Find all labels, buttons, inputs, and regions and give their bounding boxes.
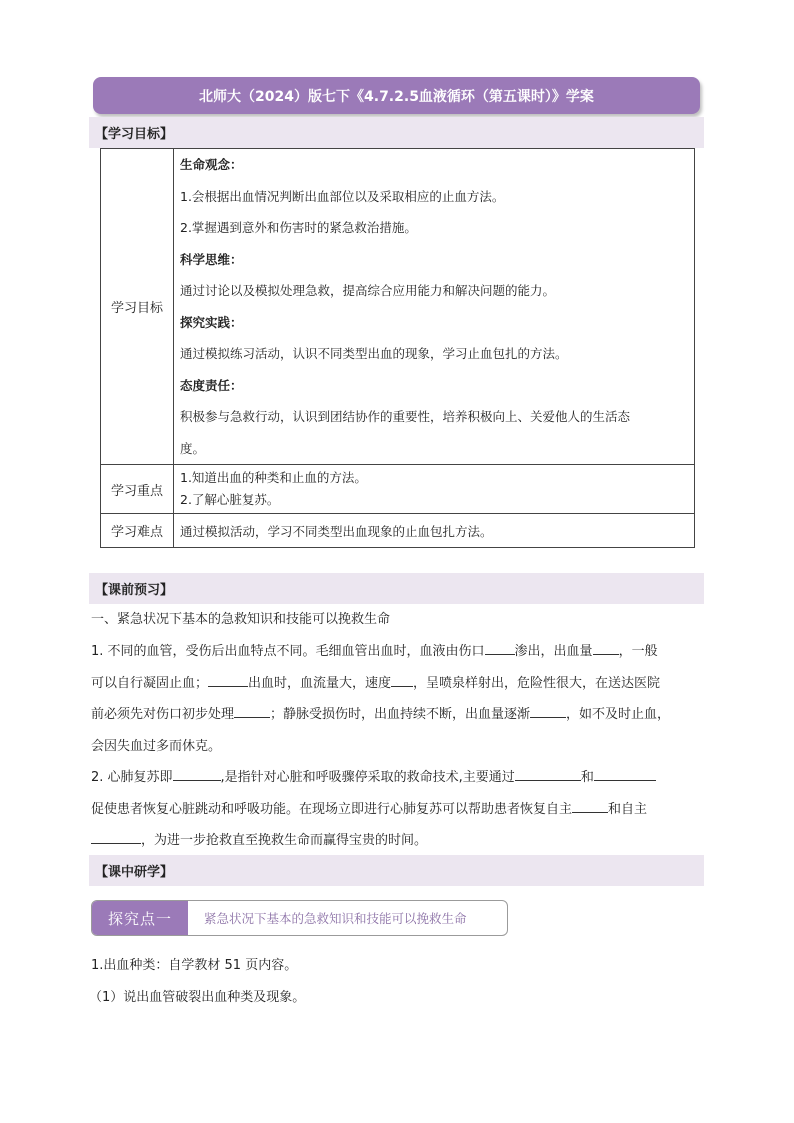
table-row — [101, 465, 695, 514]
preview-question-1: 1. 不同的血管，受伤后出血特点不同。毛细血管出血时，血液由伤口 渗出，出血量 ，一般 可以自行凝固止血； 出血时，血流量大，速度 ，呈喷泉样射出，危险性很大，在送达医院 前必须先对伤口初步处理 ；静脉受损伤时，出血持续不断，出血量逐渐 ，如不及时止血， 会因失血过多而休克。 — [91, 636, 706, 762]
key-point-line: 1.知道出血的种类和止血的方法。 — [180, 470, 367, 485]
goal-line: 科学思维： — [180, 251, 243, 267]
goals-content — [174, 149, 695, 465]
goal-line: 积极参与急救行动，认识到团结协作的重要性，培养积极向上、关爱他人的生活态 — [180, 409, 631, 424]
answer-blank[interactable] — [572, 798, 608, 813]
inquiry-point-banner — [91, 900, 508, 936]
key-points-label: 学习重点 — [101, 465, 174, 514]
answer-blank[interactable] — [530, 703, 566, 718]
document-title: 北师大（2024）版七下《4.7.2.5血液循环（第五课时）》学案 — [93, 77, 700, 114]
difficulty-label: 学习难点 — [101, 514, 174, 548]
table-row — [101, 514, 695, 548]
section-header-class: 【课中研学】 — [89, 855, 704, 886]
class-item-1-sub: （1）说出血管破裂出血种类及现象。 — [89, 990, 306, 1005]
goal-line: 通过讨论以及模拟处理急救，提高综合应用能力和解决问题的能力。 — [180, 283, 556, 298]
answer-blank[interactable] — [515, 766, 581, 781]
goal-line: 通过模拟练习活动，认识不同类型出血的现象，学习止血包扎的方法。 — [180, 346, 568, 361]
goal-line: 2.掌握遇到意外和伤害时的紧急救治措施。 — [180, 220, 417, 235]
key-point-line: 2.了解心脏复苏。 — [180, 492, 280, 507]
answer-blank[interactable] — [485, 640, 515, 655]
section-header-goals: 【学习目标】 — [89, 117, 704, 148]
answer-blank[interactable] — [594, 766, 656, 781]
class-item-1: 1.出血种类：自学教材 51 页内容。 — [91, 958, 298, 973]
key-points-content — [174, 465, 695, 514]
answer-blank[interactable] — [593, 640, 619, 655]
goals-label: 学习目标 — [101, 149, 174, 465]
section-header-preview: 【课前预习】 — [89, 573, 704, 604]
preview-question-2: 2. 心肺复苏即 ,是指针对心脏和呼吸骤停采取的救命技术,主要通过 和 促使患者恢复心脏跳动和呼吸功能。在现场立即进行心肺复苏可以帮助患者恢复自主 和自主 ，为进一步抢救直至挽救生命而赢得宝贵的时间。 — [91, 762, 706, 857]
goal-line: 度。 — [180, 440, 206, 456]
preview-heading: 一、紧急状况下基本的急救知识和技能可以挽救生命 — [91, 612, 391, 627]
answer-blank[interactable] — [208, 672, 248, 687]
answer-blank[interactable] — [173, 766, 221, 781]
answer-blank[interactable] — [91, 829, 141, 844]
answer-blank[interactable] — [391, 672, 413, 687]
table-row — [101, 149, 695, 465]
inquiry-point-topic: 紧急状况下基本的急救知识和技能可以挽救生命 — [204, 911, 467, 926]
goal-line: 探究实践： — [180, 314, 243, 330]
goal-line: 生命观念： — [180, 157, 243, 172]
goal-line: 1.会根据出血情况判断出血部位以及采取相应的止血方法。 — [180, 188, 505, 204]
inquiry-point-tag: 探究点一 — [92, 901, 188, 935]
goal-line: 态度责任： — [180, 377, 243, 393]
goals-table — [100, 148, 695, 548]
difficulty-content: 通过模拟活动，学习不同类型出血现象的止血包扎方法。 — [174, 514, 695, 548]
answer-blank[interactable] — [234, 703, 270, 718]
